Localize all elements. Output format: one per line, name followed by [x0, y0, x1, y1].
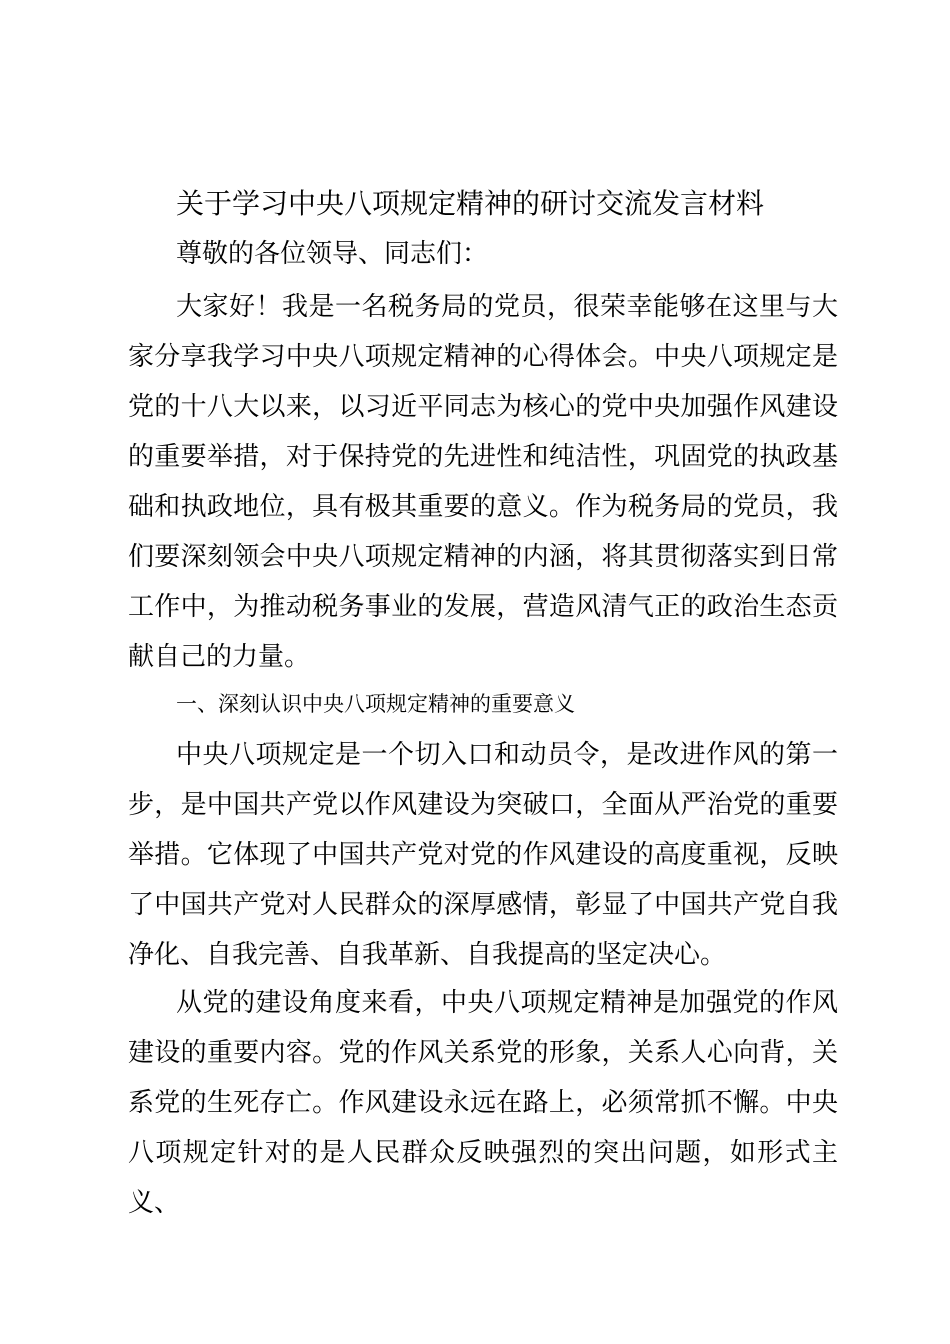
paragraph-significance: 中央八项规定是一个切入口和动员令，是改进作风的第一步，是中国共产党以作风建设为突破口，全面从严治党的重要举措。它体现了中国共产党对党的作风建设的高度重视，反映了中国共产党对人民群众的深厚感情，彰显了中国共产党自我净化、自我完善、自我革新、自我提高的坚定决心。 [128, 740, 838, 970]
section-heading-1: 一、深刻认识中央八项规定精神的重要意义 [176, 692, 575, 716]
salutation: 尊敬的各位领导、同志们： [176, 239, 489, 269]
paragraph-party-building: 从党的建设角度来看，中央八项规定精神是加强党的作风建设的重要内容。党的作风关系党的形象，关系人心向背，关系党的生死存亡。作风建设永远在路上，必须常抓不懈。中央八项规定针对的是人民群众反映强烈的突出问题，如形式主义、 [128, 988, 838, 1218]
document-title: 关于学习中央八项规定精神的研讨交流发言材料 [176, 187, 765, 220]
paragraph-intro: 大家好！我是一名税务局的党员，很荣幸能够在这里与大家分享我学习中央八项规定精神的心得体会。中央八项规定是党的十八大以来，以习近平同志为核心的党中央加强作风建设的重要举措，对于保持党的先进性和纯洁性，巩固党的执政基础和执政地位，具有极其重要的意义。作为税务局的党员，我们要深刻领会中央八项规定精神的内涵，将其贯彻落实到日常工作中，为推动税务事业的发展，营造风清气正的政治生态贡献自己的力量。 [128, 292, 838, 672]
